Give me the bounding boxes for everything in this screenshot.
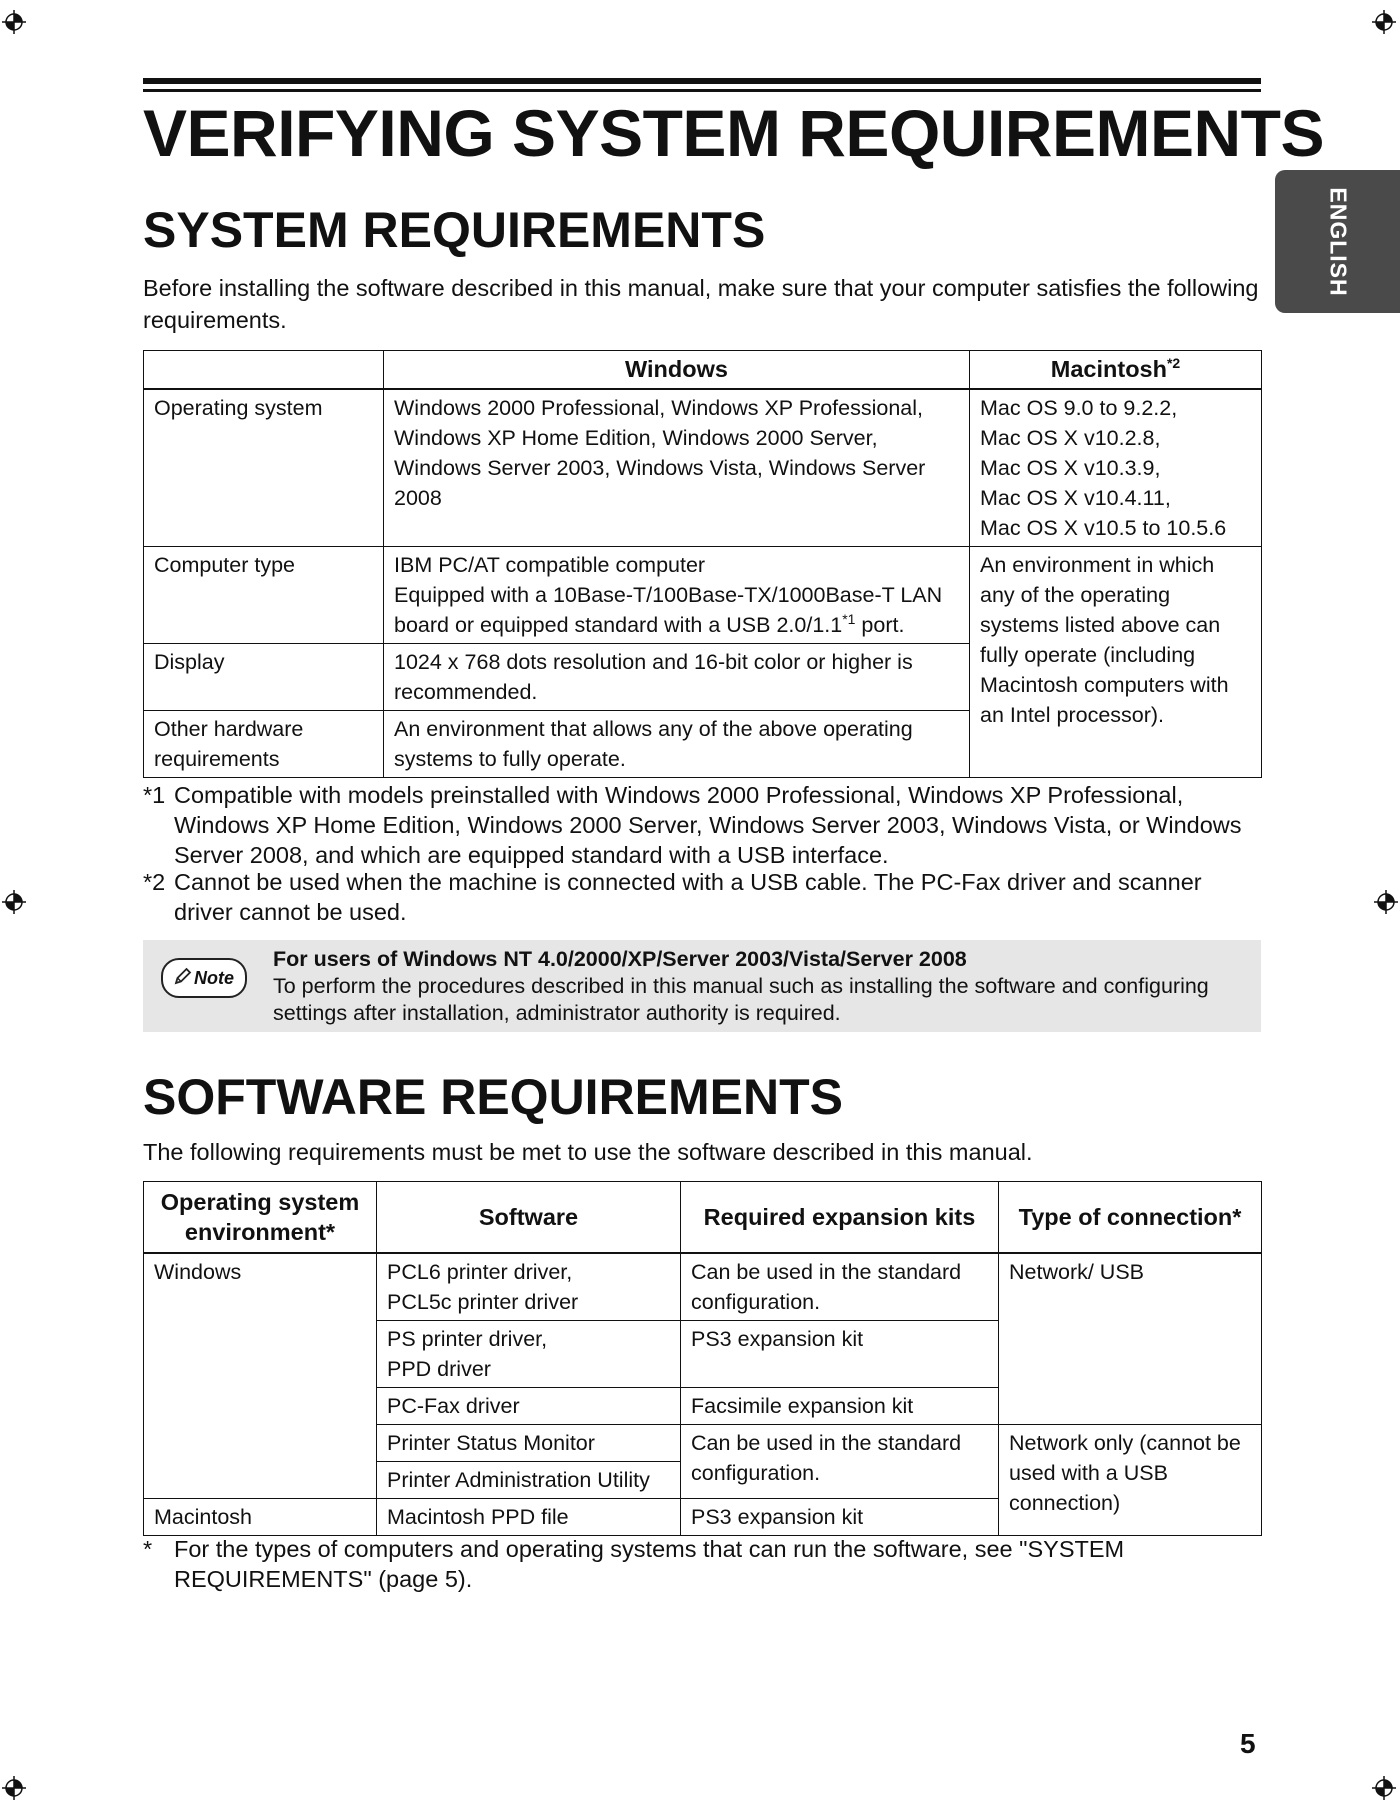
software-cell: PC-Fax driver [377,1387,681,1424]
page-title: VERIFYING SYSTEM REQUIREMENTS [143,96,1324,170]
system-requirements-intro: Before installing the software described in this manual, make sure that your computer satisfies the following requirements. [143,275,1259,333]
note-text: To perform the procedures described in this manual such as installing the software and configuring settings after installation, administrator authority is required. [273,974,1209,1025]
mac-os-list [970,389,1262,547]
computer-type-detail: Equipped with a 10Base-T/100Base-TX/1000Base-T LAN board or equipped standard with a USB 2.0/1.1 [394,582,943,637]
row-label: Computer type [144,546,384,643]
software-cell: Printer Status Monitor [377,1424,681,1461]
mac-os-item: Mac OS X v10.5 to 10.5.6 [980,515,1227,540]
system-requirements-heading: SYSTEM REQUIREMENTS [143,202,766,258]
connection-cell: Network only (cannot be used with a USB connection) [999,1424,1262,1535]
row-label: Operating system [144,389,384,547]
table-header-windows: Windows [384,351,970,389]
software-cell [377,1320,681,1387]
note-title: For users of Windows NT 4.0/2000/XP/Server 2003/Vista/Server 2008 [273,947,967,971]
computer-type-line: IBM PC/AT compatible computer [394,552,706,577]
macintosh-footnote-mark: *2 [1166,355,1181,372]
header-expansion-kits: Required expansion kits [681,1182,999,1253]
software-requirements-intro: The following requirements must be met to use the software described in this manual. [143,1139,1033,1165]
page-number: 5 [1240,1728,1256,1759]
language-tab-label: ENGLISH [1325,186,1351,297]
kit-cell: Can be used in the standard configuration. [681,1253,999,1321]
windows-computer-type [384,546,970,643]
kit-cell: Facsimile expansion kit [681,1387,999,1424]
macintosh-label: Macintosh [1050,356,1167,383]
table-row [144,1253,1262,1321]
kit-cell: PS3 expansion kit [681,1498,999,1535]
system-requirements-table [143,350,1262,778]
footnote-text: For the types of computers and operating systems that can run the software, see "SYSTEM REQUIREMENTS" (page 5). [174,1536,1125,1592]
footnote-text: Compatible with models preinstalled with Windows 2000 Professional, Windows XP Professional, Windows XP Home Edition, Windows 2000 Server, Windows Server 2003, Windows Vista, or Windows Server 2008, and which are equipped standard with a USB interface. [174,782,1242,868]
header-connection-type: Type of connection* [999,1182,1262,1253]
note-badge [161,958,247,998]
note-badge-label: Note [194,967,234,988]
table-row [144,389,1262,547]
computer-type-tail: port. [855,612,905,637]
os-macintosh: Macintosh [144,1498,377,1535]
software-item: PCL5c printer driver [387,1289,579,1314]
kit-cell: Can be used in the standard configuration. [681,1424,999,1498]
software-requirements-table [143,1181,1262,1536]
footnote [143,1534,1263,1594]
mac-os-item: Mac OS X v10.4.11, [980,485,1171,510]
crop-mark-icon [1372,1776,1396,1800]
crop-mark-icon [1374,890,1398,914]
table-row [144,546,1262,643]
kit-cell: PS3 expansion kit [681,1320,999,1387]
table-header-blank [144,351,384,389]
title-rule-thick [143,78,1261,84]
footnote [143,867,1263,927]
mac-os-item: Mac OS 9.0 to 9.2.2, [980,395,1178,420]
footnote-text: Cannot be used when the machine is connected with a USB cable. The PC-Fax driver and scanner driver cannot be used. [174,869,1202,925]
windows-other-hardware: An environment that allows any of the above operating systems to fully operate. [384,710,970,777]
windows-display: 1024 x 768 dots resolution and 16-bit color or higher is recommended. [384,643,970,710]
mac-os-item: Mac OS X v10.3.9, [980,455,1161,480]
table-header-row [144,351,1262,389]
header-software: Software [377,1182,681,1253]
software-cell: Printer Administration Utility [377,1461,681,1498]
title-rule-thin [143,89,1261,92]
footnote-mark: * [143,1536,153,1562]
header-os-line: environment* [184,1218,336,1245]
header-os-line: Operating system [160,1188,360,1215]
table-header-macintosh [970,351,1262,389]
mac-environment: An environment in which any of the operating systems listed above can fully operate (including Macintosh computers with an Intel processor). [970,546,1262,777]
windows-os-list: Windows 2000 Professional, Windows XP Professional, Windows XP Home Edition, Windows 2000 Server, Windows Server 2003, Windows Vista, Windows Server 2008 [384,389,970,547]
software-cell: Macintosh PPD file [377,1498,681,1535]
mac-os-item: Mac OS X v10.2.8, [980,425,1161,450]
footnote [143,780,1263,870]
footnote-mark: *2 [143,869,166,895]
software-cell [377,1253,681,1321]
software-item: PS printer driver, [387,1326,548,1351]
crop-mark-icon [2,890,26,914]
software-item: PPD driver [387,1356,491,1381]
connection-cell: Network/ USB [999,1253,1262,1425]
crop-mark-icon [2,10,26,34]
footnote-mark: *1 [842,610,856,627]
crop-mark-icon [2,1776,26,1800]
software-item: PCL6 printer driver, [387,1259,573,1284]
row-label: Display [144,643,384,710]
table-header-row [144,1182,1262,1253]
language-tab [1275,170,1400,313]
row-label: Other hardware requirements [144,710,384,777]
crop-mark-icon [1372,10,1396,34]
note-box [143,940,1261,1032]
footnote-mark: *1 [143,782,166,808]
software-requirements-heading: SOFTWARE REQUIREMENTS [143,1069,844,1125]
os-windows: Windows [144,1253,377,1499]
pencil-icon [174,967,192,990]
header-os-environment [144,1182,377,1253]
